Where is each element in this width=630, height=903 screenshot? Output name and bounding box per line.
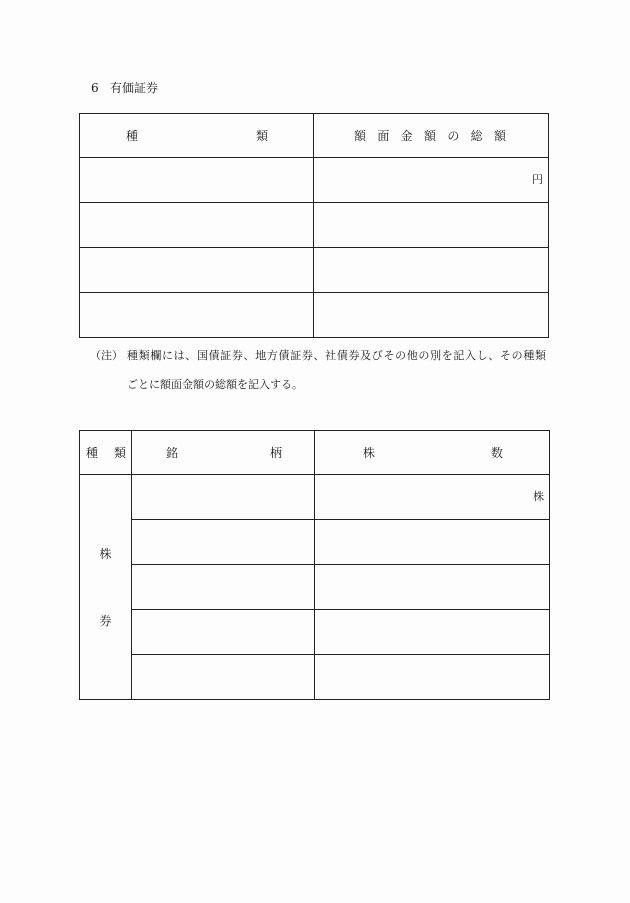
kind-cell bbox=[80, 293, 314, 338]
issue-cell bbox=[132, 610, 315, 655]
header-total-char: 金 bbox=[400, 128, 413, 143]
header-shares-char: 数 bbox=[490, 445, 503, 460]
table-row bbox=[80, 565, 550, 610]
kind-value-label bbox=[80, 547, 131, 628]
header-total-face-value-label bbox=[354, 128, 506, 144]
table-row bbox=[80, 655, 550, 700]
header-shares-cell bbox=[315, 431, 550, 475]
header-total-char: 額 bbox=[423, 128, 436, 143]
header-total-char: 額 bbox=[493, 128, 506, 143]
shares-unit-label: 株 bbox=[533, 490, 544, 503]
header-shares-label bbox=[363, 445, 503, 461]
issue-cell bbox=[132, 655, 315, 700]
table-row bbox=[80, 520, 550, 565]
table-row bbox=[80, 248, 549, 293]
section-heading bbox=[91, 79, 158, 97]
note-line: 種類欄には、国債証券、地方債証券、社債券及びその他の別を記入し、その種類 bbox=[127, 349, 546, 362]
note-line: ごとに額面金額の総額を記入する。 bbox=[127, 378, 303, 391]
total-face-value-cell bbox=[314, 248, 549, 293]
stock-table bbox=[79, 430, 550, 700]
table-row bbox=[80, 610, 550, 655]
total-face-value-cell bbox=[314, 293, 549, 338]
header-kind-label bbox=[86, 445, 126, 461]
shares-cell bbox=[315, 475, 550, 520]
shares-cell bbox=[315, 520, 550, 565]
header-kind-char: 種 bbox=[86, 445, 99, 460]
header-issue-label bbox=[166, 445, 282, 461]
stock-table-header bbox=[80, 431, 550, 475]
table-row bbox=[80, 203, 549, 248]
kind-value-char: 株 bbox=[99, 546, 112, 561]
table-row bbox=[80, 293, 549, 338]
table-row bbox=[80, 475, 550, 520]
kind-cell bbox=[80, 158, 314, 203]
header-shares-char: 株 bbox=[363, 445, 376, 460]
kind-cell bbox=[80, 203, 314, 248]
header-kind-label bbox=[126, 128, 268, 144]
shares-cell bbox=[315, 655, 550, 700]
issue-cell bbox=[132, 475, 315, 520]
shares-cell bbox=[315, 565, 550, 610]
header-kind-char: 類 bbox=[113, 445, 126, 460]
shares-cell bbox=[315, 610, 550, 655]
header-issue-char: 銘 bbox=[166, 445, 179, 460]
issue-cell bbox=[132, 520, 315, 565]
section-title: 有価証券 bbox=[110, 81, 159, 95]
header-issue-char: 柄 bbox=[269, 445, 282, 460]
issue-cell bbox=[132, 565, 315, 610]
kind-value-cell bbox=[80, 475, 132, 700]
table-row bbox=[80, 158, 549, 203]
section-number: 6 bbox=[91, 81, 99, 95]
header-kind-char: 種 bbox=[126, 128, 139, 143]
note-label: （注） bbox=[90, 349, 123, 362]
header-total-char: 額 bbox=[354, 128, 367, 143]
securities-table bbox=[79, 113, 549, 338]
header-total-char: 総 bbox=[470, 128, 483, 143]
header-issue-cell bbox=[132, 431, 315, 475]
yen-unit-label: 円 bbox=[532, 173, 543, 186]
header-kind-cell bbox=[80, 114, 314, 158]
note bbox=[90, 347, 546, 394]
total-face-value-cell bbox=[314, 158, 549, 203]
header-kind-cell bbox=[80, 431, 132, 475]
total-face-value-cell bbox=[314, 203, 549, 248]
header-total-face-value-cell bbox=[314, 114, 549, 158]
kind-value-char: 券 bbox=[99, 613, 112, 628]
header-total-char: の bbox=[447, 128, 460, 143]
securities-table-header bbox=[80, 114, 549, 158]
header-total-char: 面 bbox=[377, 128, 390, 143]
kind-cell bbox=[80, 248, 314, 293]
header-kind-char: 類 bbox=[255, 128, 268, 143]
